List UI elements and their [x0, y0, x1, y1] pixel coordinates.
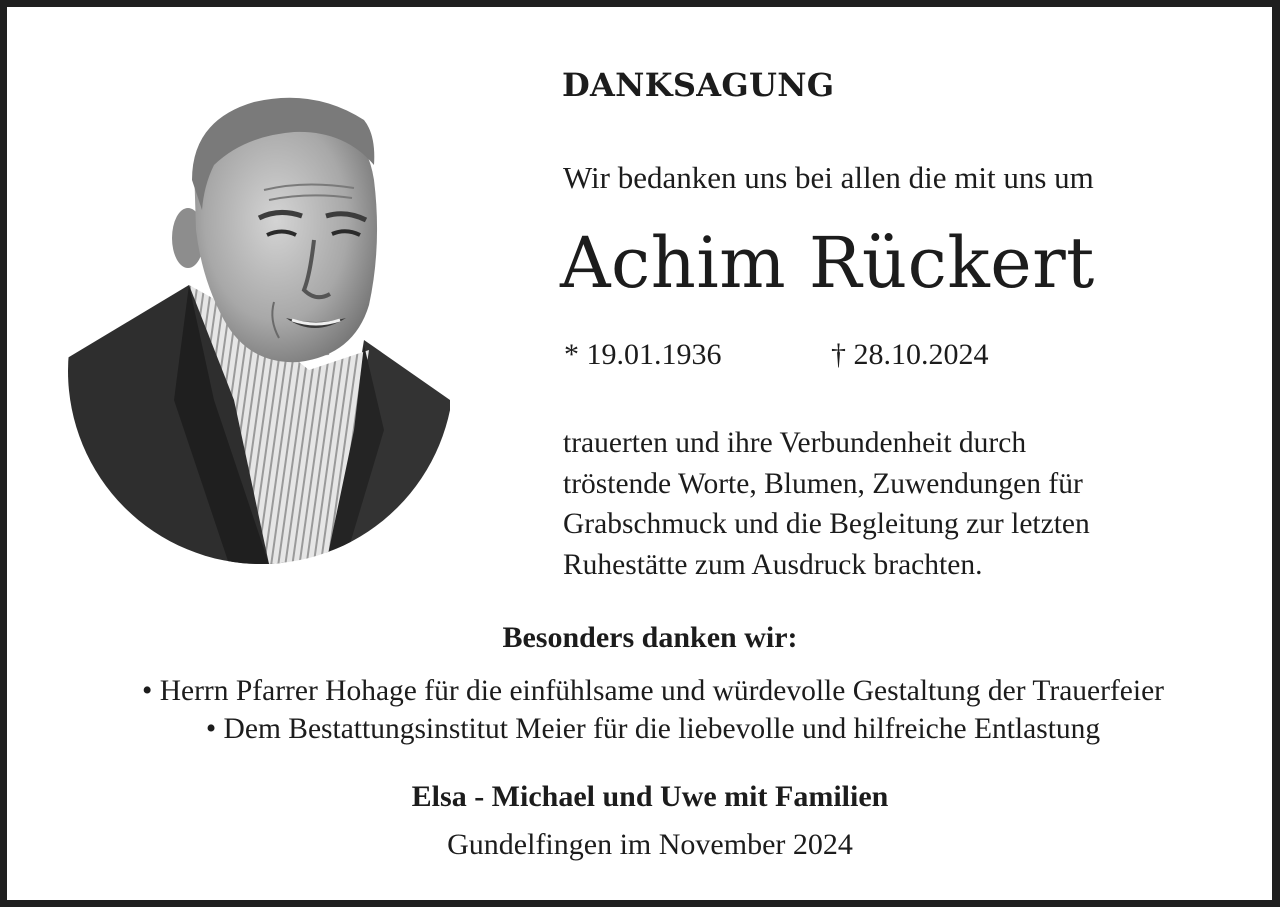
paragraph-line: tröstende Worte, Blumen, Zuwendungen für [563, 467, 1083, 500]
deceased-name: Achim Rückert [560, 222, 1095, 304]
paragraph-line: Grabschmuck und die Begleitung zur letzten [563, 508, 1090, 540]
special-thanks-list [0, 672, 1280, 748]
portrait-photo [64, 70, 450, 564]
thanks-paragraph [563, 423, 1203, 585]
list-item: • Dem Bestattungsinstitut Meier für die liebevolle und hilfreiche Entlastung [205, 713, 1101, 745]
list-item: • Herrn Pfarrer Hohage für die einfühlsame und würdevolle Gestaltung der Trauerfeier [142, 675, 1164, 707]
paragraph-line: Ruhestätte zum Ausdruck brachten. [563, 548, 983, 581]
death-date: † 28.10.2024 [831, 338, 989, 371]
paragraph-line: trauerten und ihre Verbundenheit durch [563, 427, 1027, 459]
place-and-date: Gundelfingen im November 2024 [447, 828, 853, 861]
birth-date: * 19.01.1936 [564, 338, 722, 371]
family-signature: Elsa - Michael und Uwe mit Familien [411, 780, 889, 813]
notice-heading: DANKSAGUNG [562, 66, 835, 104]
special-thanks-heading: Besonders danken wir: [502, 621, 798, 654]
intro-text: Wir bedanken uns bei allen die mit uns um [563, 160, 1094, 195]
